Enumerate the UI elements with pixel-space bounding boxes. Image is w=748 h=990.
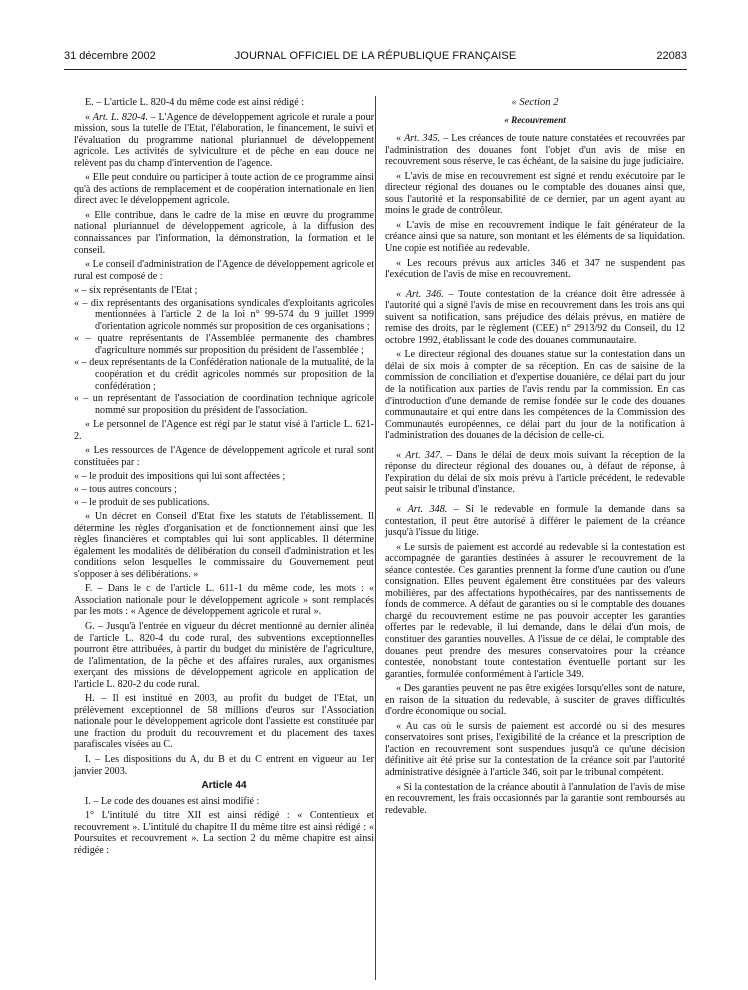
article-reference: Art. 348. bbox=[407, 503, 448, 515]
paragraph: 1° L'intitulé du titre XII est ainsi rédigé : « Contentieux et recouvrement ». L'intitulé du chapitre II du même titre est ainsi rédigé : « Poursuites et recouvrement ». La section 2 du même chapitre est ainsi rédigée : bbox=[74, 810, 374, 856]
paragraph: « Les recours prévus aux articles 346 et 347 ne suspendent pas l'exécution de l'avis de mise en recouvrement. bbox=[385, 257, 685, 281]
paragraph: I. – Le code des douanes est ainsi modifié : bbox=[85, 795, 260, 807]
paragraph-art-346: « Art. 346. – Toute contestation de la créance doit être adressée à l'autorité qui a signé l'avis de mise en recouvrement dans les trois ans qui suivent sa notification, sans préjudice des délais prévus, en matière de remise des droits, par le règlement (CEE) n° 2913/92 du Conseil, du 12 octobre 1992, établissant le code des douanes communautaire. bbox=[385, 288, 685, 346]
paragraph: « Le sursis de paiement est accordé au redevable si la contestation est accompagnée de garanties destinées à assurer le recouvrement de la séance contestée. Ces garanties prennent la forme d'une caution ou d'une consignation. Elles peuvent également être constituées par des valeurs mobilières, par des affectations hypothécaires, par des nantissements de fonds de commerce. A défaut de garanties ou si le comptable des douanes chargé du recouvrement estime ne pas pouvoir accepter les garanties offertes par le redevable, il lui demande, dans le délai d'un mois, de constituer des garanties nouvelles. A l'issue de ce délai, le comptable des douanes peut prendre des mesures conservatoires pour la créance contestée, nonobstant toute contestation éventuelle portant sur les garanties, formulée conformément à l'article 349. bbox=[385, 541, 685, 680]
paragraph: « Des garanties peuvent ne pas être exigées lorsqu'elles sont de nature, en raison de la situation du redevable, à susciter de graves difficultés d'ordre économique ou social. bbox=[385, 683, 685, 718]
list-item: « – le produit des impositions qui lui sont affectées ; bbox=[74, 471, 286, 483]
paragraph: « L'avis de mise en recouvrement est signé et rendu exécutoire par le directeur régional des douanes ou le comptable des douanes ainsi que, sous l'autorité et la responsabilité de ce dernier, par un agent ayant au moins le grade de contrôleur. bbox=[385, 170, 685, 217]
paragraph: « Le personnel de l'Agence est régi par le statut visé à l'article L. 621-2. bbox=[74, 419, 374, 442]
paragraph-f: F. – Dans le c de l'article L. 611-1 du même code, les mots : « Association nationale pour le développement agricole » sont remplacés par les mots : « Agence de développement agricole et rural ». bbox=[74, 583, 374, 618]
list-item: « – un représentant de l'association de coordination technique agricole nommé sur proposition du président de l'association. bbox=[74, 393, 374, 416]
left-column bbox=[74, 97, 374, 859]
subsection-title: « Recouvrement bbox=[504, 114, 566, 125]
paragraph-e: E. – L'article L. 820-4 du même code est ainsi rédigé : bbox=[85, 97, 305, 108]
paragraph: « Si la contestation de la créance aboutit à l'annulation de l'avis de mise en recouvrement, les frais occasionnés par la garantie sont remboursés au redevable. bbox=[385, 781, 685, 816]
right-column bbox=[385, 97, 685, 819]
list-item: « – tous autres concours ; bbox=[74, 483, 177, 495]
article-title: Article 44 bbox=[201, 780, 247, 792]
board-members-list bbox=[74, 285, 374, 416]
paragraph-i: I. – Les dispositions du A, du B et du C entrent en vigueur au 1er janvier 2003. bbox=[74, 753, 374, 777]
paragraph: « Elle contribue, dans le cadre de la mise en œuvre du programme national pluriannuel de développement agricole, à la diffusion des connaissances par l'information, la démonstration, la formation et le conseil. bbox=[74, 209, 374, 256]
article-reference: Art. 346. bbox=[405, 288, 444, 300]
paragraph: « L'avis de mise en recouvrement indique le fait générateur de la créance ainsi que sa nature, son montant et les éléments de sa liquidation. Une copie est notifiée au redevable. bbox=[385, 219, 685, 255]
list-item: « – deux représentants de la Confédération nationale de la mutualité, de la coopération et du crédit agricoles nommés sur proposition de la confédération ; bbox=[74, 357, 374, 392]
header-title: JOURNAL OFFICIEL DE LA RÉPUBLIQUE FRANÇAISE bbox=[234, 50, 517, 62]
page-header bbox=[64, 50, 687, 66]
resources-list bbox=[74, 471, 374, 508]
paragraph-art-l820-4: « Art. L. 820-4. – L'Agence de développement agricole et rurale a pour mission, sous la tutelle de l'Etat, l'élaboration, le financement, le suivi et l'évaluation du programme national pluriannuel de développement agricole. Les activités de sylviculture et de pêche en eau douce ne relèvent pas du champ d'intervention de l'agence. bbox=[74, 111, 374, 169]
section-title: « Section 2 bbox=[511, 97, 559, 108]
article-reference: Art. L. 820-4. bbox=[92, 111, 148, 123]
list-item: « – quatre représentants de l'Assemblée permanente des chambres d'agriculture nommés sur proposition du président de l'assemblée ; bbox=[74, 333, 374, 356]
paragraph: « Au cas où le sursis de paiement est accordé ou si des mesures conservatoires sont prises, l'exigibilité de la créance et la prescription de l'action en recouvrement sont suspendues jusqu'à ce qu'une décision définitive ait été prise sur la contestation de la créance soit par l'autorité administrative désignée à l'article 346, soit par le tribunal compétent. bbox=[385, 720, 685, 778]
paragraph: « Les ressources de l'Agence de développement agricole et rural sont constituées par : bbox=[74, 445, 374, 468]
header-rule bbox=[64, 69, 687, 70]
column-divider bbox=[375, 96, 376, 980]
paragraph-g: G. – Jusqu'à l'entrée en vigueur du décret mentionné au dernier alinéa de l'article L. 820-4 du code rural, des subventions exceptionnelles pourront être attribuées, à partir du budget du ministère de l'agriculture, de l'alimentation, de la pêche et des affaires rurales, aux organismes exerçant des missions de développement agricole en application de l'article L. 820-2 du code rural. bbox=[74, 620, 374, 690]
list-item: « – dix représentants des organisations syndicales d'exploitants agricoles mentionnées à l'article 2 de la loi n° 99-574 du 9 juillet 1999 d'orientation agricole nommés sur proposition de ces organisations ; bbox=[74, 297, 374, 332]
paragraph: « Le conseil d'administration de l'Agence de développement agricole et rural est composé de : bbox=[74, 259, 374, 282]
header-date: 31 décembre 2002 bbox=[64, 50, 156, 62]
paragraph-art-347: « Art. 347. – Dans le délai de deux mois suivant la réception de la réponse du directeur régional des douanes ou, à défaut de réponse, à l'expiration du délai de six mois prévu à l'article précédent, le redevable peut saisir le tribunal d'instance. bbox=[385, 449, 685, 496]
paragraph: « Le directeur régional des douanes statue sur la contestation dans un délai de six mois à compter de sa réception. En cas de saisine de la commission de conciliation et d'expertise douanière, ce délai part du jour de la notification aux parties de l'avis rendu par la commission. En cas d'introduction d'une demande de remise fondée sur le code des douanes communautaire et qui entre dans les compétences de la Commission des Communautés européennes, ce délai part du jour de la notification à l'administration des douanes de la décision de celle-ci. bbox=[385, 349, 685, 442]
paragraph: « Un décret en Conseil d'Etat fixe les statuts de l'établissement. Il détermine les règles d'organisation et de fonctionnement ainsi que les règles financières et comptables qui lui sont applicables. Il détermine également les modalités de délibération du conseil d'administration et les conditions selon lesquelles le commissaire du Gouvernement peut s'opposer à ses délibérations. » bbox=[74, 511, 374, 580]
paragraph-h: H. – Il est institué en 2003, au profit du budget de l'Etat, un prélèvement exceptionnel de 58 millions d'euros sur l'Association nationale pour le développement agricole dont l'assiette est constituée par une fraction du produit du recouvrement et du placement des taxes parafiscales visées au C. bbox=[74, 693, 374, 751]
list-item: « – six représentants de l'Etat ; bbox=[74, 285, 198, 297]
article-reference: Art. 347. bbox=[405, 449, 443, 461]
header-page-number: 22083 bbox=[656, 50, 687, 62]
paragraph-art-348: « Art. 348. – Si le redevable en formule la demande dans sa contestation, il peut être autorisé à différer le paiement de la créance jusqu'à l'issue du litige. bbox=[385, 503, 686, 539]
paragraph-art-345: « Art. 345. – Les créances de toute nature constatées et recouvrées par l'administration des douanes font l'objet d'un avis de mise en recouvrement sous réserve, le cas échéant, de la saisine du juge judiciaire. bbox=[385, 133, 686, 168]
list-item: « – le produit de ses publications. bbox=[74, 496, 210, 508]
paragraph: « Elle peut conduire ou participer à toute action de ce programme ainsi qu'à des actions de remplacement et de coopération internationale en lien direct avec le développement agricole. bbox=[74, 172, 374, 207]
article-reference: Art. 345. bbox=[404, 133, 441, 145]
